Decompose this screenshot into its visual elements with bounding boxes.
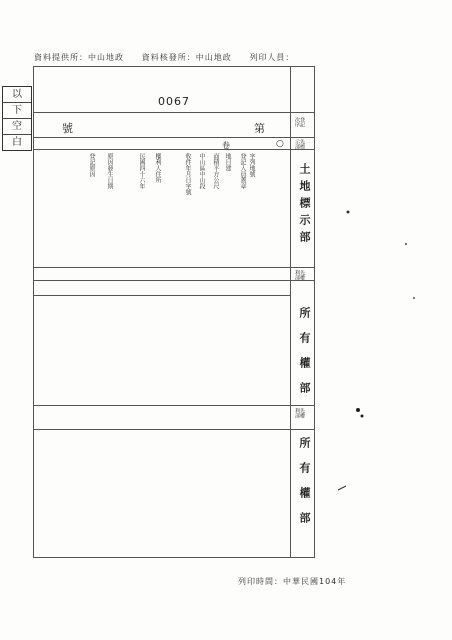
stamp-char-3: 空 xyxy=(3,119,31,135)
register-frame xyxy=(33,66,315,558)
stamp-char-4: 白 xyxy=(12,137,22,148)
juan-label: 卷 xyxy=(222,141,230,150)
issuer-label: 資料核發所：中山地政 xyxy=(141,53,232,62)
land-section-title: 土地標示部 xyxy=(298,163,311,248)
handwriting-col-6: 收件年月日字號 xyxy=(184,153,191,195)
document-header xyxy=(34,52,294,63)
handwriting-col-2: 字列地號 xyxy=(248,153,255,177)
scan-noise xyxy=(318,180,438,510)
stamp-char-2: 下 xyxy=(3,103,31,119)
provider-label: 資料提供所：中山地政 xyxy=(34,53,124,62)
blank-below-stamp xyxy=(2,86,32,151)
handwriting-col-9: 原因發生日期 xyxy=(106,153,113,189)
pre-label: 先標 示部 xyxy=(294,139,305,149)
owner-label-2: 先權 利部 xyxy=(294,408,305,418)
serial-number: 0067 xyxy=(158,95,190,108)
owner-section-title-2: 所有權部 xyxy=(298,437,311,537)
printer-label: 列印人員： xyxy=(249,53,295,62)
handwriting-col-10: 登記原因 xyxy=(88,153,95,177)
stamp-char-1: 以 xyxy=(3,87,31,103)
hao-label: 號 xyxy=(62,122,73,135)
owner-section-title-1: 所有權部 xyxy=(298,307,311,407)
handwriting-col-1: 登記人員蓋章 xyxy=(239,153,246,189)
circle-mark: ○ xyxy=(276,139,284,149)
handwriting-col-5: 中山區中山段 xyxy=(198,153,205,189)
print-time-footer: 列印時間：中華民國104年 xyxy=(238,577,347,586)
order-label: 登記 次序 xyxy=(294,117,305,127)
owner-label-1: 先權 利部 xyxy=(294,270,305,280)
handwriting-col-4: 面積平方公尺 xyxy=(212,153,219,189)
handwriting-col-8: 民國四十六年 xyxy=(138,153,145,189)
handwriting-col-3: 地目建 xyxy=(224,153,231,171)
handwriting-col-7: 權利人住所 xyxy=(154,153,161,183)
di-label: 第 xyxy=(254,122,265,135)
